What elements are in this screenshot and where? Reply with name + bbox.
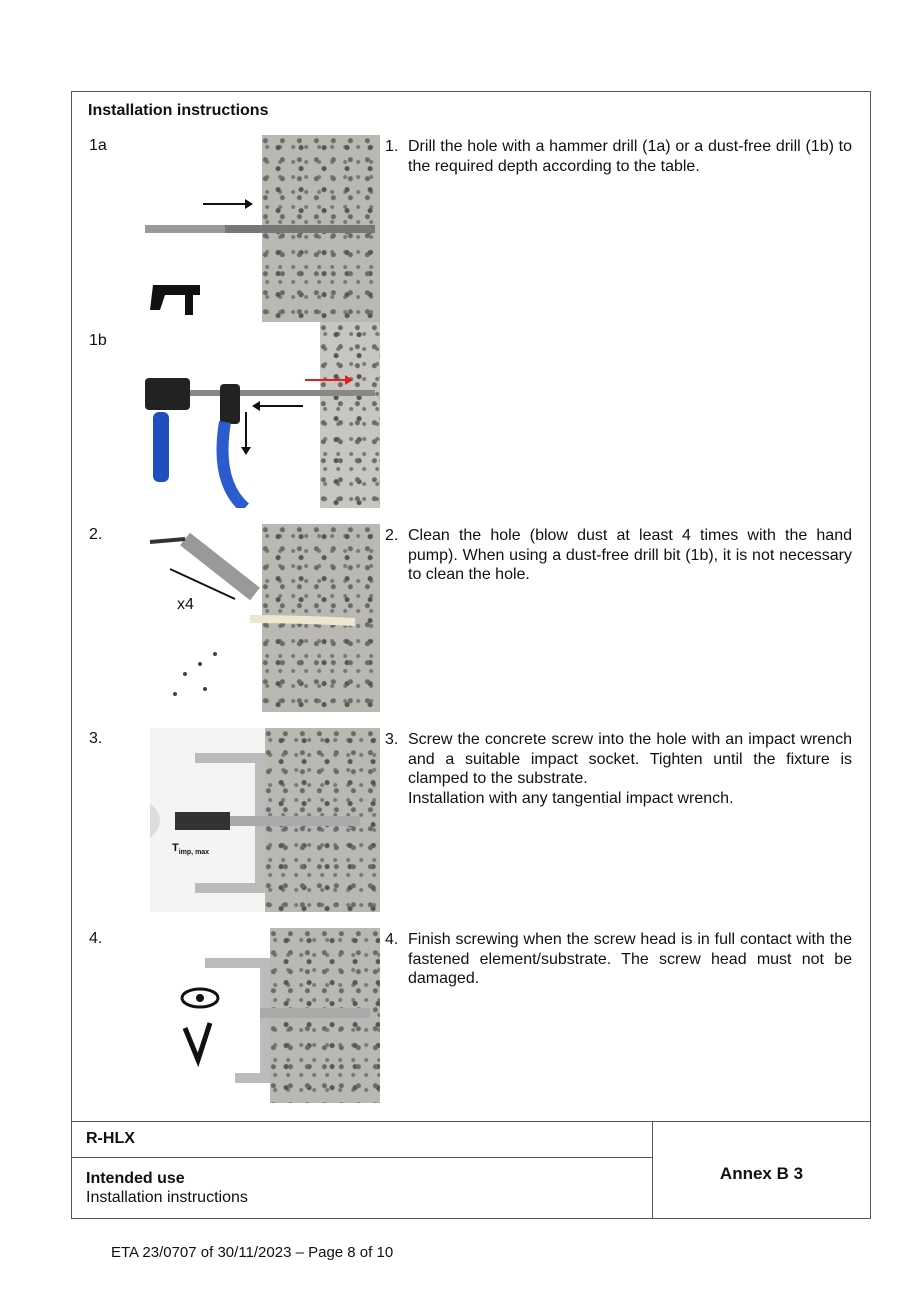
step-3-text: 3. Screw the concrete screw into the hole with an impact wrench and a suitable impact socket. Tighten until the fixture is clamped to the substrate. Installation with any tangential impact wrench.	[385, 731, 852, 807]
step-1-text: 1. Drill the hole with a hammer drill (1a) or a dust-free drill (1b) to the required depth according to the table.	[385, 138, 852, 175]
finished-screw-figure	[170, 928, 380, 1103]
figure-label-4: 4.	[89, 930, 103, 947]
figure-label-3: 3.	[89, 730, 103, 747]
dust-free-drill-figure	[145, 322, 380, 508]
impact-wrench-figure	[150, 728, 380, 912]
figure-label-1a: 1a	[89, 137, 107, 154]
hand-pump-figure	[145, 524, 380, 712]
annex-number: Annex B 3	[719, 1164, 804, 1183]
repeat-count-label: x4	[177, 596, 194, 613]
figure-label-1b: 1b	[89, 332, 107, 349]
divider	[71, 1157, 652, 1158]
subsection-name: Installation instructions	[86, 1189, 248, 1206]
step-2-text: 2. Clean the hole (blow dust at least 4 times with the hand pump). When using a dust-free drill bit (1b), it is not necessary to clean the hole.	[385, 527, 852, 583]
divider	[71, 1121, 871, 1122]
figure-label-2: 2.	[89, 526, 103, 543]
section-name: Intended use	[86, 1170, 185, 1187]
torque-label: $T_{imp, max}$	[172, 842, 210, 857]
step-4-text: 4. Finish screwing when the screw head is in full contact with the fastened element/substrate. The screw head must not be damaged.	[385, 931, 852, 987]
page-footer: ETA 23/0707 of 30/11/2023 – Page 8 of 10	[111, 1244, 394, 1261]
product-name: R-HLX	[86, 1130, 135, 1147]
hammer-drill-figure	[145, 135, 380, 322]
section-title: Installation instructions	[88, 102, 269, 119]
